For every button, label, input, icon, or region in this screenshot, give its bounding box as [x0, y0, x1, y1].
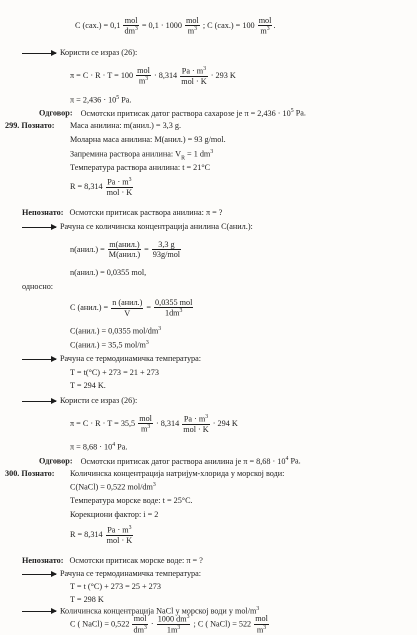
exp: 3: [210, 149, 214, 155]
exp: 3: [147, 424, 151, 431]
given-line: Количинска концентрација натријум-хлорида у морској води:: [70, 469, 285, 478]
den: M(анил.): [108, 250, 141, 260]
text: · 8,314: [153, 71, 178, 81]
unit: 1000 dm: [157, 614, 187, 624]
text: = 1 dm: [184, 149, 211, 159]
num: m(анил.): [109, 240, 140, 249]
num: mol: [133, 614, 147, 624]
eq-n-aniline: [70, 240, 182, 260]
exp: 3: [179, 308, 183, 315]
unit: m: [138, 77, 146, 87]
text: Рачуна се термодинамичка температура:: [60, 569, 202, 578]
given-R: [70, 177, 134, 198]
exp: 5: [290, 108, 294, 114]
exp: 4: [285, 456, 289, 462]
text: · 294 K: [212, 419, 238, 429]
num: mol: [139, 414, 152, 423]
text: ·: [150, 619, 154, 629]
given-line: Температура раствора анилина: t = 21°C: [70, 163, 211, 172]
arrow-line: [22, 396, 137, 405]
fraction: [106, 177, 133, 198]
fraction: [132, 614, 147, 635]
exp: 3: [186, 614, 190, 620]
text: Осмотски притисак раствора анилина: π = ?: [69, 208, 223, 217]
eq-pi-sugar: [70, 66, 236, 87]
den: [258, 26, 273, 36]
arrow-line: [22, 48, 137, 57]
exp: 3: [158, 326, 162, 332]
text: .: [273, 21, 276, 31]
text: R = 8,314: [70, 182, 103, 192]
num: mol: [255, 614, 268, 624]
text: Осмотски притисак датог раствора сахарозе је π = 2,436 · 10: [80, 108, 291, 118]
unit: Pa · m: [107, 177, 129, 187]
den: [185, 26, 200, 36]
den: V: [124, 308, 131, 318]
fraction: [152, 240, 181, 260]
den: [154, 308, 193, 318]
given-R: [70, 525, 134, 546]
arrow-icon: [22, 227, 56, 228]
arrow-icon: [22, 401, 56, 402]
exp: 5: [116, 95, 120, 101]
label: Непознато:: [22, 208, 64, 217]
text: · 293 K: [210, 71, 236, 81]
unit: 1dm: [164, 309, 180, 319]
text: Pa.: [293, 108, 306, 118]
unit: 1m: [166, 625, 178, 635]
exp: 3: [256, 606, 260, 612]
text: Рачуна се термодинамичка температура:: [60, 354, 202, 363]
num: [157, 614, 191, 625]
exp: 3: [205, 414, 209, 420]
text: R = 8,314: [70, 530, 103, 540]
exp: 4: [112, 442, 116, 448]
text: π = C · R · T = 35,5: [70, 419, 136, 429]
text: = 0,1 · 1000: [141, 21, 182, 31]
arrow-line: [22, 354, 201, 363]
label: Одговор:: [39, 108, 73, 118]
num: [106, 177, 133, 188]
eq-c-aniline: [70, 298, 194, 319]
num: [182, 414, 209, 425]
exp: 3: [177, 625, 181, 632]
given-line: Температура морске воде: t = 25°C.: [70, 496, 193, 505]
exp: 3: [203, 66, 207, 72]
text: π = 8,68 · 10: [70, 442, 113, 452]
text: C (сах.) = 0,1: [75, 21, 121, 31]
label: Непознато:: [22, 556, 64, 565]
fraction: [185, 16, 200, 37]
num: 0,0355 mol: [155, 298, 193, 307]
text: π = C · R · T = 100: [70, 71, 134, 81]
unit: Pa · m: [181, 66, 204, 76]
eq-sugar-conc: [75, 16, 275, 37]
given-line: Моларна маса анилина: M(анил.) = 93 g/mol.: [70, 135, 226, 144]
unknown-1: [22, 208, 222, 217]
fraction: [157, 614, 191, 635]
temp-result: T = 298 K: [70, 595, 104, 604]
text: C ( NaCl) = 0,522: [70, 619, 130, 629]
label: Одговор:: [39, 456, 73, 466]
den: 93g/mol: [152, 250, 181, 260]
text: ; C ( NaCl) = 522: [193, 619, 252, 629]
num: [106, 525, 133, 536]
fraction: [136, 66, 151, 87]
answer-2: [39, 456, 301, 466]
exp: 3: [143, 624, 147, 631]
given-line: Корекциони фактор: i = 2: [70, 510, 159, 519]
text: Користи се израз (26):: [60, 396, 138, 405]
exp: 3: [128, 525, 132, 531]
given-line: Маса анилина: m(анил.) = 3,3 g.: [70, 121, 182, 130]
fraction: [138, 414, 153, 435]
text: Количинска концентрација NaCl у морској води у mol/m: [60, 606, 257, 616]
result-n: n(анил.) = 0,0355 mol,: [70, 268, 147, 277]
text: Осмотски притисак морске воде: π = ?: [69, 556, 203, 565]
den: [132, 625, 147, 635]
temp-calc: T = t(°C) + 273 = 21 + 273: [70, 368, 159, 377]
fraction: [123, 16, 138, 37]
den: mol · K: [181, 77, 207, 87]
exp: 3: [145, 76, 149, 83]
unit: Pa · m: [107, 525, 129, 535]
answer-1: [39, 108, 306, 118]
text: Осмотски притисак датог раствора анилина је π = 8,68 · 10: [80, 456, 286, 466]
den: [136, 76, 151, 86]
num: 3,3 g: [152, 240, 181, 250]
text: =: [144, 244, 149, 254]
temp-calc: T = t (°C) + 273 = 25 + 273: [70, 582, 161, 591]
arrow-line: [22, 222, 253, 231]
unit: m: [140, 425, 148, 435]
text: Користи се израз (26):: [60, 48, 138, 57]
result-c2: [70, 340, 149, 350]
den: mol · K: [106, 536, 133, 546]
num: mol: [124, 16, 138, 25]
den: mol · K: [183, 425, 209, 435]
unit: m: [260, 27, 267, 37]
text: C(NaCl) = 0,522 mol/dm: [70, 482, 153, 492]
fraction: [182, 414, 209, 435]
num: mol: [258, 16, 272, 25]
num: [180, 66, 207, 77]
text: Pa.: [119, 95, 132, 105]
eq-pi-aniline: [70, 414, 238, 435]
temp-result: T = 294 K.: [70, 381, 106, 390]
problem-300-number: 300. Познато:: [5, 469, 55, 478]
text-odnosno: односно:: [22, 282, 54, 291]
exp: 3: [152, 482, 156, 488]
den: [254, 625, 269, 635]
text: Рачуна се количинска концентрација анилина C(анил.):: [60, 222, 253, 231]
exp: 3: [145, 340, 149, 346]
exp: 3: [263, 624, 267, 631]
num: mol: [137, 66, 150, 75]
text: C(анил.) = 35,5 mol/m: [70, 340, 146, 350]
fraction: [106, 525, 133, 546]
arrow-icon: [22, 611, 56, 612]
text: Pa.: [115, 442, 128, 452]
unit: dm: [124, 27, 135, 37]
arrow-icon: [22, 53, 56, 54]
text: n(анил.) =: [70, 244, 105, 254]
unit: dm: [133, 625, 144, 635]
text: · 8,314: [156, 419, 180, 429]
text: C(анил.) = 0,0355 mol/dm: [70, 326, 159, 336]
fraction: [180, 66, 207, 87]
text: C (анил.) =: [70, 303, 109, 313]
exp: 3: [266, 26, 270, 33]
unit: Pa · m: [183, 414, 206, 424]
given-line: [70, 149, 213, 162]
text: Pa.: [288, 456, 301, 466]
given-line: [70, 482, 156, 492]
arrow-icon: [22, 574, 56, 575]
text: π = 2,436 · 10: [70, 95, 117, 105]
eq-nacl-conc: [70, 614, 270, 635]
den: [123, 26, 138, 36]
problem-299-number: 299. Познато:: [5, 121, 55, 130]
num: mol: [186, 16, 199, 25]
unit: m: [187, 27, 195, 37]
den: [157, 625, 191, 635]
fraction: [254, 614, 269, 635]
arrow-icon: [22, 359, 56, 360]
num: n (анил.): [112, 298, 143, 308]
sub: R: [181, 155, 185, 162]
den: mol · K: [106, 188, 133, 198]
arrow-line: [22, 569, 201, 578]
exp: 3: [194, 26, 198, 33]
exp: 3: [134, 26, 138, 33]
text: =: [146, 303, 151, 313]
fraction: [154, 298, 193, 319]
exp: 3: [128, 177, 132, 183]
result-pi-aniline: [70, 442, 127, 452]
fraction: [258, 16, 276, 37]
den: [138, 424, 153, 434]
unknown-2: [22, 556, 203, 565]
fraction: [108, 240, 141, 260]
result-pi-sugar: [70, 95, 131, 105]
fraction: [111, 298, 143, 318]
unit: m: [256, 625, 264, 635]
text: Запремина раствора анилина: V: [70, 149, 182, 159]
result-c1: [70, 326, 161, 336]
text: ; C (сах.) = 100: [202, 21, 255, 31]
